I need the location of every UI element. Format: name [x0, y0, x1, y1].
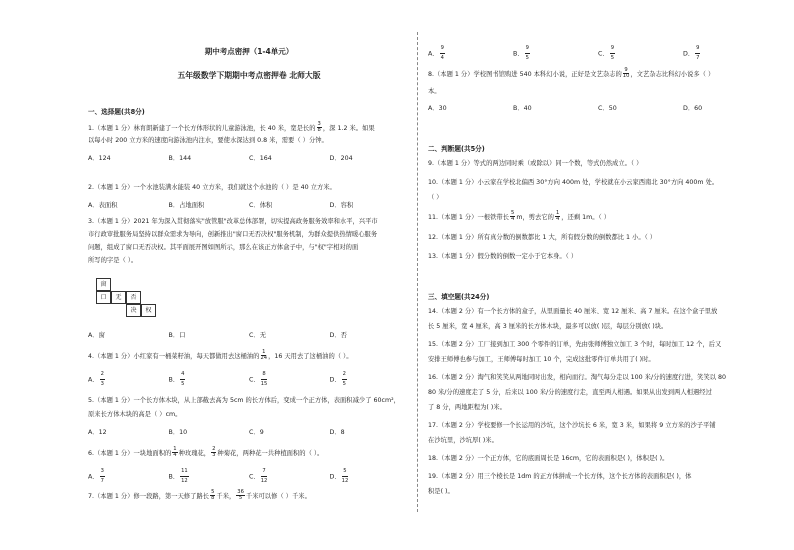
q4-line1: [88, 350, 353, 362]
q2-option-b[interactable]: B．占地面积: [168, 202, 205, 209]
section-fill-heading: 三、填空题(共24分): [428, 293, 490, 301]
q4-option-d[interactable]: D． $\frac{2}{5}$: [329, 371, 346, 387]
q1-option-c[interactable]: C．164: [249, 155, 272, 162]
q1-option-d[interactable]: D．204: [329, 155, 353, 162]
page-subtitle: 五年级数学下期期中考点密押卷 北师大版: [177, 71, 321, 80]
q6-option-b[interactable]: B． $\frac{11}{12}$: [168, 468, 188, 484]
q12: 12.（本题 1 分）所有真分数的倒数都比 1 大，所有假分数的倒数都比 1 小。（ ）: [428, 234, 657, 241]
q4-option-b[interactable]: B． $\frac{4}{5}$: [168, 371, 185, 387]
q13: 13.（本题 1 分）假分数的倒数一定小于它本身。（ ）: [428, 253, 578, 260]
q2-option-a[interactable]: A．表面积: [88, 202, 118, 209]
cube-net-figure: [96, 278, 156, 318]
q5-option-b[interactable]: B．10: [168, 429, 188, 436]
q7-option-b[interactable]: B． $\frac{9}{5}$: [513, 45, 529, 61]
q1-option-b[interactable]: B．144: [168, 155, 192, 162]
q19-line1: 19.（本题 2 分）用三个棱长是 1dm 的正方体拼成一个长方体，这个长方体的表面积是( )，体: [428, 473, 692, 480]
q5-option-a[interactable]: A．12: [88, 429, 107, 436]
q7-line1: 7.（本题 1 分）修一段路，第一天修了路长 $\frac{5}{8}$ 千米， $\frac{36}{5}$ 千米可以修（ ）千米。: [88, 489, 311, 502]
q3-line2: 市行政审批服务局坚持以群众需求为导向，创新推出"窗口无否决权"服务机制，为群众提供热情暖心服务: [88, 231, 378, 238]
q4-text-b: ，16 天用去了这桶油的（ ）。: [268, 352, 353, 360]
q6-option-d[interactable]: D． $\frac{5}{12}$: [329, 468, 349, 484]
q8-option-b[interactable]: B．40: [513, 105, 532, 112]
q7-options: [428, 44, 768, 63]
q1-frac-den: 8: [317, 127, 321, 134]
q4-option-c[interactable]: C． $\frac{8}{15}$: [249, 371, 268, 387]
q3-option-c[interactable]: C．无: [249, 332, 266, 339]
net-cell-2: 口: [96, 291, 111, 304]
q8-option-c[interactable]: C．50: [598, 105, 617, 112]
q4-options: [88, 370, 410, 389]
q4-text-a: 4.（本题 1 分）小红家有一桶菜籽油，每天都做用去这桶油的: [88, 352, 260, 360]
q16-line2: 80 米/分的速度走了 5 分，后来以 100 米/分的速度行走，直至两人相遇。如果从出发到两人相遇经过: [428, 389, 712, 396]
q2-option-d[interactable]: D．容积: [329, 202, 354, 209]
q1-option-a[interactable]: A．124: [88, 155, 111, 162]
q1-fraction: [317, 122, 322, 134]
q17-line2: 在沙坑里，沙坑厚( )米。: [428, 437, 498, 444]
q14-line1: 14.（本题 2 分）有一个长方体的盒子，从里面量长 40 厘米、宽 12 厘米、高 7 厘米。在这个盒子里放: [428, 308, 718, 315]
q11: 11.（本题 1 分）一根铁带长 $\frac{5}{4}$ m，剪去它的 $\frac{1}{4}$ ，还剩 1m。（ ）: [428, 210, 611, 223]
q6-option-a[interactable]: A． $\frac{3}{7}$: [88, 468, 104, 484]
q4-frac-den: 24: [260, 355, 268, 362]
q1-text-b: ，深 1.2 米。如果: [322, 124, 375, 132]
q6-line1: 6.（本题 1 分）一块地面积的 $\frac{1}{4}$ 种玫瑰花， $\frac{2}{3}$ 种菊花，两种花一共种植面积的（ ）。: [88, 446, 324, 459]
q5-option-c[interactable]: C．9: [249, 429, 264, 436]
q7-option-d[interactable]: D． $\frac{9}{7}$: [683, 45, 700, 61]
q10-line2: （ ）: [428, 194, 443, 201]
net-cell-4: 否: [126, 291, 141, 304]
q3-line1: 3.（本题 1 分）2021 年为深入贯彻落实"放管服"改革总体部署，切实提高政务服务效率和水平，兴平市: [88, 218, 378, 225]
q18: 18.（本题 2 分）一个正方体，它的底面周长是 16cm，它的表面积是( )，体积是( )。: [428, 455, 669, 462]
q3-line4: 所写的字是（ ）。: [88, 257, 138, 264]
q4-frac-num: 1: [262, 349, 266, 355]
q8-options: [428, 104, 768, 113]
q10-line1: 10.（本题 1 分）小云家在学校北偏西 30°方向 400m 处，学校就在小云家西南北 30°方向 400m 处。: [428, 179, 719, 186]
q14-line2: 长 5 厘米，宽 4 厘米，高 3 厘米的长方体木块，最多可以放( )层，每层分别放( )块。: [428, 323, 668, 330]
q5-option-d[interactable]: D．8: [329, 429, 345, 436]
q1-options: [88, 154, 410, 163]
q16-line1: 16.（本题 2 分）淘气和笑笑从两地同时出发，相向而行。淘气每分走以 100 米/分的速度行进，笑笑以 80: [428, 374, 727, 381]
page-title: 期中考点密押（1-4单元）: [204, 47, 294, 56]
q3-option-a[interactable]: A．窗: [88, 332, 105, 339]
net-cell-6: 权: [141, 304, 156, 317]
q8-option-a[interactable]: A．30: [428, 105, 447, 112]
q6-option-c[interactable]: C． $\frac{7}{12}$: [249, 468, 268, 484]
q5-options: [88, 428, 410, 437]
q15-line1: 15.（本题 2 分）工厂接到加工 300 个零件的订单，先由张师傅独立加工 3 个时，每时加工 12 个，后又: [428, 341, 722, 348]
q17-line1: 17.（本题 2 分）学校要修一个长运用的沙坑，这个沙坑长 6 米，宽 3 米，如果将 9 立方米的沙子平铺: [428, 422, 716, 429]
q1-frac-num: 3: [317, 121, 321, 127]
net-cell-3: 无: [111, 291, 126, 304]
q3-options: [88, 331, 410, 340]
net-cell-5: 决: [126, 304, 141, 317]
q9: 9.（本题 1 分）等式的两边同时乘（或除以）同一个数，等式仍然成立。（ ）: [428, 160, 643, 167]
q19-line2: 积是( )。: [428, 488, 454, 495]
q1-line2: 以每小时 200 立方米的速度向游泳池内注水，要使水深达到 0.8 米，需要（ ）分钟。: [88, 137, 328, 144]
q3-option-d[interactable]: D．否: [329, 332, 347, 339]
q16-line3: 了 8 分，两地距程为( )米。: [428, 404, 506, 411]
q4-fraction: [260, 350, 267, 362]
q5-line1: 5.（本题 1 分）一个长方体木块，从上部截去高为 5cm 的长方体后，变成一个正方体，表面积减少了 60cm²，: [88, 397, 400, 404]
q1-line1: [88, 122, 375, 134]
section-choice-heading: 一、选择题(共8分): [88, 108, 145, 116]
q15-line2: 安排王师傅也参与加工，王师傅每时加工 10 个，完成这批零件订单共用了( )时。: [428, 356, 655, 363]
q7-option-c[interactable]: C． $\frac{9}{5}$: [598, 45, 615, 61]
q6-options: [88, 467, 410, 486]
net-cell-1: 窗: [96, 278, 111, 291]
q4-option-a[interactable]: A． $\frac{2}{3}$: [88, 371, 104, 387]
q5-line2: 原来长方体木块的高是（ ）cm。: [88, 411, 182, 418]
column-divider: [417, 32, 418, 512]
q3-line3: 问题，组成了窗口无否决权。其平面展开图如图所示，那么在该正方体盒子中，与"权"字相对的面: [88, 244, 359, 251]
q8-line1: 8.（本题 1 分）学校图书馆购进 540 本科幻小说，正好是文艺杂志的 $\frac{9}{10}$ ，文艺杂志比科幻小说多（ ）: [428, 67, 715, 80]
q8-line2: 本。: [428, 88, 441, 95]
q2-option-c[interactable]: C．体积: [249, 202, 273, 209]
q2-line1: 2.（本题 1 分）一个水池装满水能装 40 立方米，我们就这个水池的（ ）是 40 立方米。: [88, 184, 336, 191]
q7-option-a[interactable]: A． $\frac{9}{4}$: [428, 45, 444, 61]
q1-text-a: 1.（本题 1 分）林育朗新建了一个长方体形状的儿童游泳池，长 40 米，宽是长的: [88, 124, 316, 132]
q2-options: [88, 201, 410, 210]
q3-option-b[interactable]: B．口: [168, 332, 186, 339]
section-judge-heading: 二、判断题(共5分): [428, 145, 485, 153]
q8-option-d[interactable]: D．60: [683, 105, 703, 112]
